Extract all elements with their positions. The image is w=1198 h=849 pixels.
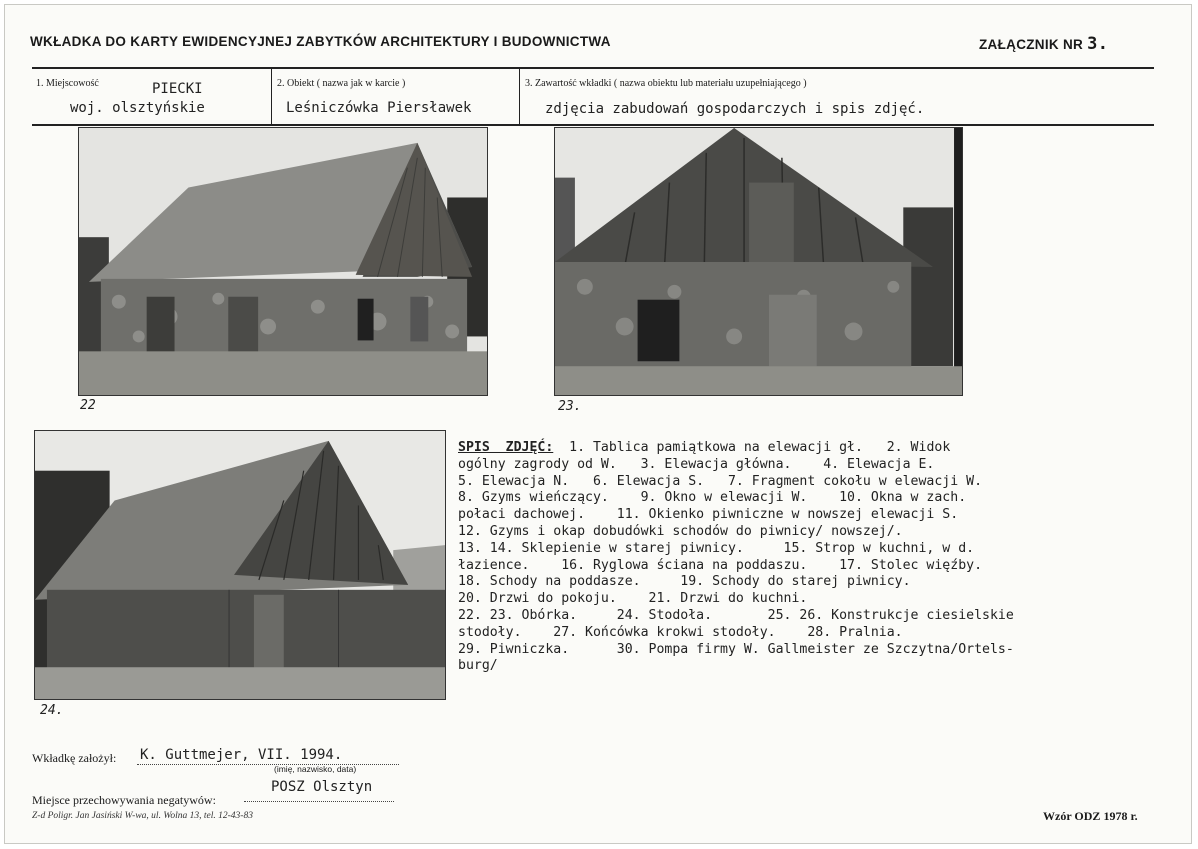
photo-list-heading: SPIS ZDJĘĆ:: [458, 440, 554, 455]
founder-label: Wkładkę założył:: [32, 751, 117, 765]
contents-value: zdjęcia zabudowań gospodarczych i spis zdjęć.: [545, 101, 925, 117]
locality-value: PIECKI: [152, 81, 203, 97]
photo-22-number: 22: [80, 398, 96, 413]
voivodeship-value: woj. olsztyńskie: [70, 100, 205, 116]
timber-barn-illustration: [35, 431, 445, 699]
barn-gable-front-illustration: [555, 128, 962, 395]
negatives-value: POSZ Olsztyn: [271, 779, 373, 795]
list-line: 29. Piwniczka. 30. Pompa firmy W. Gallmeister ze Szczytna/Ortels-: [458, 641, 1014, 657]
field-divider-1: [271, 69, 272, 125]
list-line: 20. Drzwi do pokoju. 21. Drzwi do kuchni.: [458, 591, 808, 607]
founder-dotted-line: [137, 764, 399, 765]
negatives-dotted-line: [244, 801, 394, 802]
photo-22: [78, 127, 488, 396]
founder-caption: (imię, nazwisko, data): [274, 764, 357, 774]
header-top-rule: [32, 67, 1154, 69]
negatives-label: Miejsce przechowywania negatywów:: [32, 793, 216, 807]
list-line: połaci dachowej. 11. Okienko piwniczne w nowszej elewacji S.: [458, 507, 959, 523]
list-line: 8. Gzyms wieńczący. 9. Okno w elewacji W. 10. Okna w zach.: [458, 490, 967, 506]
printer-note: Z-d Poligr. Jan Jasiński W-wa, ul. Wolna 13, tel. 12-43-83: [32, 811, 253, 821]
barn-stone-side-illustration: [79, 128, 487, 395]
header-bottom-rule: [32, 124, 1154, 126]
photo-24: [34, 430, 446, 700]
list-line-text: 1. Tablica pamiątkowa na elewacji gł. 2. Widok: [553, 440, 951, 455]
field-divider-2: [519, 69, 520, 125]
photo-24-number: 24.: [40, 703, 64, 718]
list-line: stodoły. 27. Końcówka krokwi stodoły. 28. Pralnia.: [458, 624, 903, 640]
list-line: 13. 14. Sklepienie w starej piwnicy. 15. Strop w kuchni, w d.: [458, 540, 975, 556]
annex-heading: [979, 34, 1108, 54]
list-line: 12. Gzyms i okap dobudówki schodów do piwnicy/ nowszej/.: [458, 523, 903, 539]
form-title: WKŁADKA DO KARTY EWIDENCYJNEJ ZABYTKÓW ARCHITEKTURY I BUDOWNICTWA: [30, 34, 611, 49]
contents-label: 3. Zawartość wkładki ( nazwa obiektu lub materiału uzupełniającego ): [525, 78, 807, 89]
form-pattern: Wzór ODZ 1978 r.: [1043, 809, 1138, 823]
annex-number: 3.: [1087, 34, 1109, 54]
photo-23: [554, 127, 963, 396]
list-line: łazience. 16. Ryglowa ściana na poddaszu. 17. Stolec więźby.: [458, 557, 983, 573]
founder-value: K. Guttmejer, VII. 1994.: [140, 747, 343, 763]
list-line: [458, 440, 1178, 457]
list-line: ogólny zagrody od W. 3. Elewacja główna. 4. Elewacja E.: [458, 456, 935, 472]
list-line: 22. 23. Obórka. 24. Stodoła. 25. 26. Konstrukcje ciesielskie: [458, 607, 1014, 623]
object-label: 2. Obiekt ( nazwa jak w karcie ): [277, 78, 406, 89]
list-line: burg/: [458, 658, 498, 674]
list-line: 18. Schody na poddasze. 19. Schody do starej piwnicy.: [458, 574, 911, 590]
photo-list: [458, 440, 1178, 675]
photo-23-number: 23.: [558, 399, 582, 414]
locality-label: 1. Miejscowość: [36, 78, 99, 89]
object-value: Leśniczówka Piersławek: [286, 100, 472, 116]
list-line: 5. Elewacja N. 6. Elewacja S. 7. Fragment cokołu w elewacji W.: [458, 473, 983, 489]
annex-label: ZAŁĄCZNIK NR: [979, 37, 1084, 52]
